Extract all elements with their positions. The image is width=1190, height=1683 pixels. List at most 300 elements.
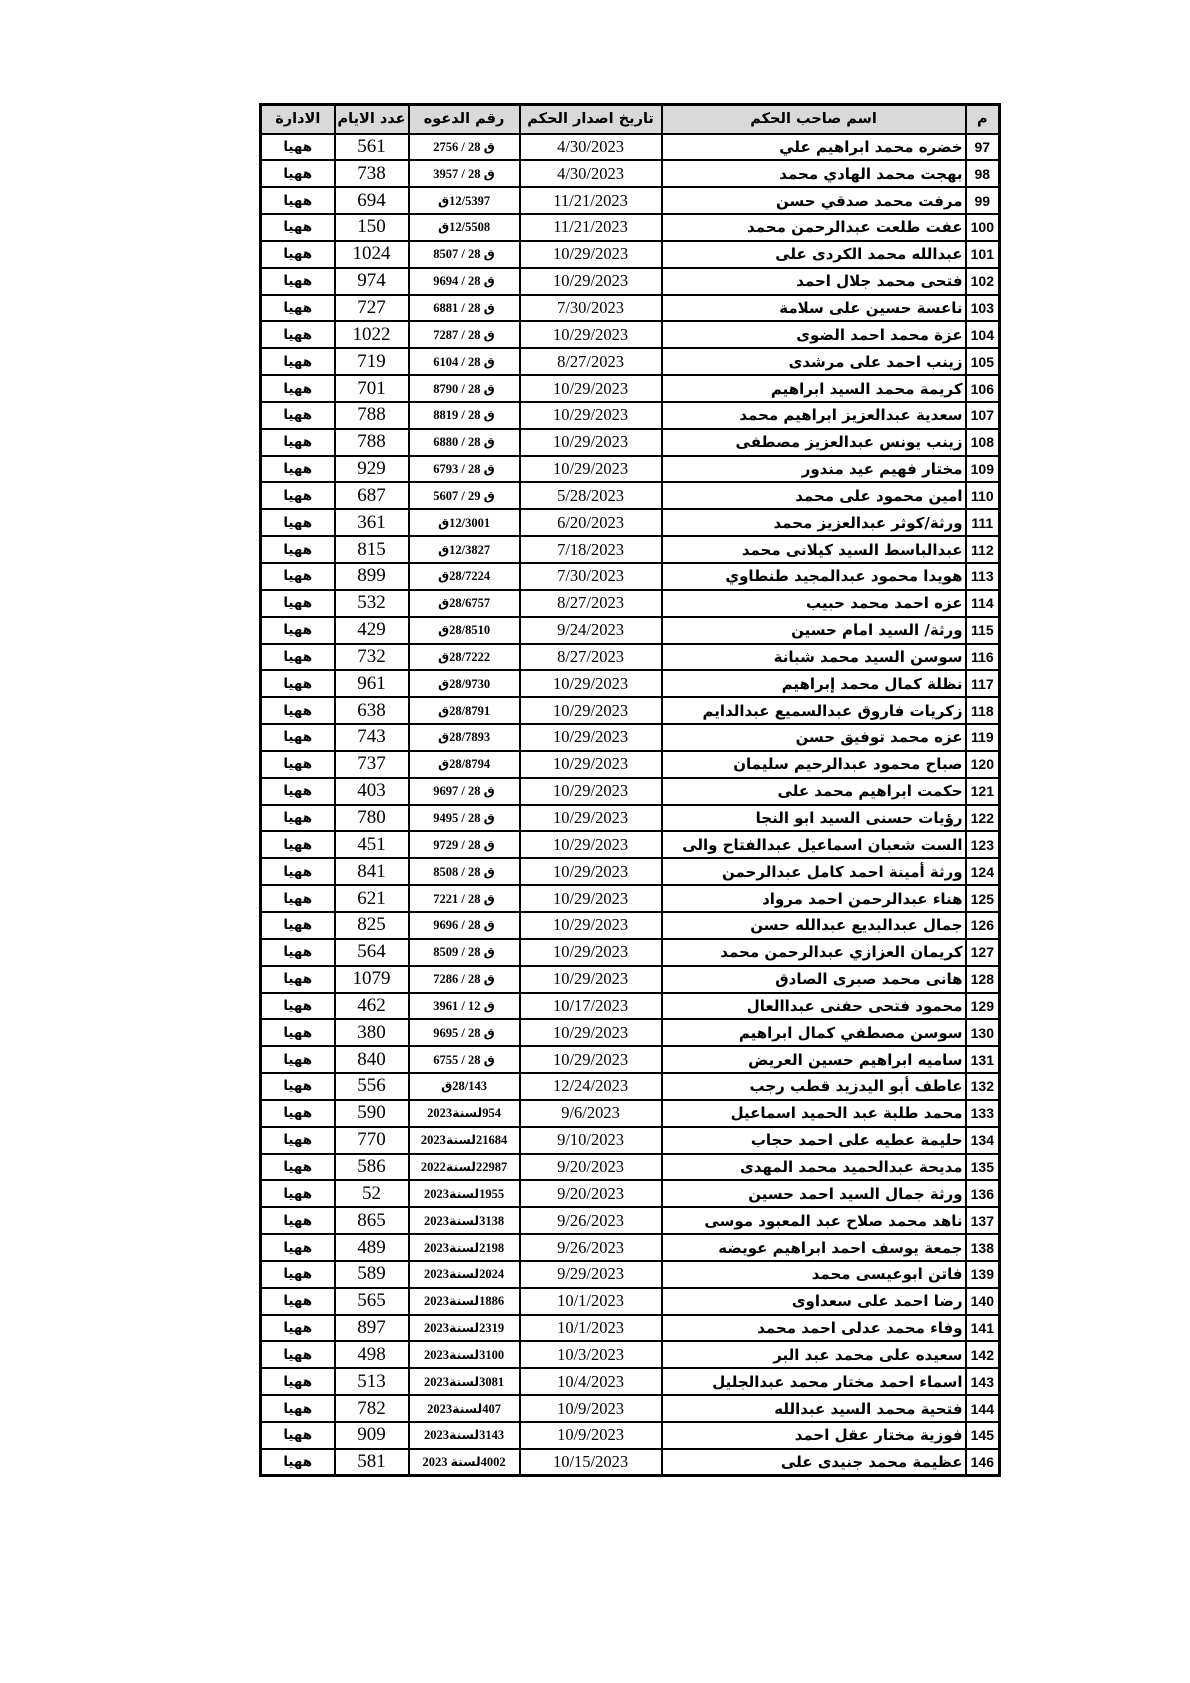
case-number-cell: 22987لسنة2022 — [409, 1154, 520, 1181]
judgment-owner-cell: زكريات فاروق عبدالسميع عبدالدايم — [662, 697, 966, 724]
days-count-cell: 564 — [335, 939, 409, 966]
row-number-cell: 109 — [966, 456, 1000, 483]
days-count-cell: 586 — [335, 1154, 409, 1181]
table-row — [261, 778, 1000, 805]
case-number-cell: 1955لسنة2023 — [409, 1180, 520, 1207]
administration-cell: ههيا — [261, 321, 335, 348]
case-number-cell: 28/143ق — [409, 1073, 520, 1100]
case-number-cell: ق 28 / 2756 — [409, 134, 520, 161]
days-count-cell: 532 — [335, 590, 409, 617]
table-row — [261, 268, 1000, 295]
judgment-owner-cell: فتحية محمد السيد عبدالله — [662, 1395, 966, 1422]
days-count-cell: 909 — [335, 1422, 409, 1449]
administration-cell: ههيا — [261, 670, 335, 697]
row-number-cell: 119 — [966, 724, 1000, 751]
days-count-cell: 737 — [335, 751, 409, 778]
judgment-owner-cell: هويدا محمود عبدالمجيد طنطاوي — [662, 563, 966, 590]
administration-cell: ههيا — [261, 831, 335, 858]
days-count-cell: 498 — [335, 1341, 409, 1368]
case-number-cell: 28/7893ق — [409, 724, 520, 751]
judgment-date-cell: 6/20/2023 — [520, 509, 662, 536]
judgment-owner-cell: مرفت محمد صدقي حسن — [662, 187, 966, 214]
judgment-date-cell: 10/29/2023 — [520, 268, 662, 295]
judgment-date-cell: 10/29/2023 — [520, 778, 662, 805]
case-number-cell: ق 28 / 9729 — [409, 831, 520, 858]
administration-cell: ههيا — [261, 509, 335, 536]
judgment-owner-cell: خضره محمد ابراهيم علي — [662, 134, 966, 161]
days-count-cell: 788 — [335, 402, 409, 429]
case-number-cell: 2024لسنة2023 — [409, 1261, 520, 1288]
administration-cell: ههيا — [261, 993, 335, 1020]
case-number-cell: 28/7222ق — [409, 644, 520, 671]
days-count-cell: 815 — [335, 536, 409, 563]
row-number-cell: 99 — [966, 187, 1000, 214]
judgment-date-cell: 10/29/2023 — [520, 805, 662, 832]
administration-cell: ههيا — [261, 805, 335, 832]
table-row — [261, 1422, 1000, 1449]
judgment-owner-cell: فاتن ابوعيسى محمد — [662, 1261, 966, 1288]
administration-cell: ههيا — [261, 751, 335, 778]
judgment-owner-cell: صباح محمود عبدالرحيم سليمان — [662, 751, 966, 778]
row-number-cell: 141 — [966, 1315, 1000, 1342]
row-number-cell: 107 — [966, 402, 1000, 429]
judgment-owner-cell: كريمان العزازي عبدالرحمن محمد — [662, 939, 966, 966]
judgment-date-cell: 10/4/2023 — [520, 1368, 662, 1395]
judgment-date-cell: 10/29/2023 — [520, 724, 662, 751]
table-row — [261, 1368, 1000, 1395]
administration-cell: ههيا — [261, 295, 335, 322]
table-row — [261, 912, 1000, 939]
days-count-cell: 899 — [335, 563, 409, 590]
judgment-owner-cell: اسماء احمد مختار محمد عبدالجليل — [662, 1368, 966, 1395]
days-count-cell: 840 — [335, 1046, 409, 1073]
table-row — [261, 858, 1000, 885]
case-number-cell: 3100لسنة2023 — [409, 1341, 520, 1368]
administration-cell: ههيا — [261, 402, 335, 429]
row-number-cell: 130 — [966, 1019, 1000, 1046]
table-row — [261, 644, 1000, 671]
table-row — [261, 402, 1000, 429]
administration-cell: ههيا — [261, 590, 335, 617]
row-number-cell: 140 — [966, 1288, 1000, 1315]
case-number-cell: 12/5508ق — [409, 214, 520, 241]
days-count-cell: 727 — [335, 295, 409, 322]
judgment-date-cell: 11/21/2023 — [520, 187, 662, 214]
judgment-date-cell: 10/29/2023 — [520, 858, 662, 885]
administration-cell: ههيا — [261, 214, 335, 241]
administration-cell: ههيا — [261, 912, 335, 939]
administration-cell: ههيا — [261, 375, 335, 402]
case-number-cell: 4002لسنة 2023 — [409, 1449, 520, 1476]
judgment-owner-cell: فوزية مختار عقل احمد — [662, 1422, 966, 1449]
case-number-cell: ق 28 / 6104 — [409, 348, 520, 375]
row-number-cell: 101 — [966, 241, 1000, 268]
days-count-cell: 701 — [335, 375, 409, 402]
row-number-cell: 144 — [966, 1395, 1000, 1422]
row-number-cell: 114 — [966, 590, 1000, 617]
table-row — [261, 134, 1000, 161]
days-count-cell: 694 — [335, 187, 409, 214]
administration-cell: ههيا — [261, 563, 335, 590]
table-row — [261, 563, 1000, 590]
table-row — [261, 1449, 1000, 1476]
judgment-owner-cell: سوسن مصطفي كمال ابراهيم — [662, 1019, 966, 1046]
judgment-date-cell: 9/6/2023 — [520, 1100, 662, 1127]
row-number-cell: 135 — [966, 1154, 1000, 1181]
judgment-owner-cell: مديحة عبدالحميد محمد المهدى — [662, 1154, 966, 1181]
administration-cell: ههيا — [261, 1019, 335, 1046]
table-row — [261, 348, 1000, 375]
judgment-owner-cell: حليمة عطيه على احمد حجاب — [662, 1127, 966, 1154]
row-number-cell: 122 — [966, 805, 1000, 832]
row-number-cell: 134 — [966, 1127, 1000, 1154]
judgment-date-cell: 8/27/2023 — [520, 348, 662, 375]
table-row — [261, 536, 1000, 563]
days-count-cell: 788 — [335, 429, 409, 456]
judgment-date-cell: 10/29/2023 — [520, 456, 662, 483]
judgment-date-cell: 10/1/2023 — [520, 1315, 662, 1342]
judgment-date-cell: 9/20/2023 — [520, 1154, 662, 1181]
table-row — [261, 429, 1000, 456]
case-number-cell: 2198لسنة2023 — [409, 1234, 520, 1261]
administration-cell: ههيا — [261, 1341, 335, 1368]
table-row — [261, 1395, 1000, 1422]
judgment-date-cell: 10/29/2023 — [520, 939, 662, 966]
row-number-cell: 133 — [966, 1100, 1000, 1127]
table-row — [261, 751, 1000, 778]
table-row — [261, 482, 1000, 509]
days-count-cell: 621 — [335, 885, 409, 912]
row-number-cell: 126 — [966, 912, 1000, 939]
judgment-owner-cell: سعدية عبدالعزيز ابراهيم محمد — [662, 402, 966, 429]
case-number-cell: ق 28 / 8507 — [409, 241, 520, 268]
judgment-owner-cell: ورثة أمينة احمد كامل عبدالرحمن — [662, 858, 966, 885]
administration-cell: ههيا — [261, 778, 335, 805]
administration-cell: ههيا — [261, 241, 335, 268]
judgment-date-cell: 4/30/2023 — [520, 134, 662, 161]
case-number-cell: 28/8791ق — [409, 697, 520, 724]
judgment-date-cell: 10/3/2023 — [520, 1341, 662, 1368]
administration-cell: ههيا — [261, 1368, 335, 1395]
administration-cell: ههيا — [261, 482, 335, 509]
case-number-cell: ق 28 / 6880 — [409, 429, 520, 456]
administration-cell: ههيا — [261, 134, 335, 161]
judgment-owner-cell: جمال عبدالبديع عبدالله حسن — [662, 912, 966, 939]
column-header-case: رقم الدعوه — [409, 105, 520, 134]
row-number-cell: 111 — [966, 509, 1000, 536]
days-count-cell: 403 — [335, 778, 409, 805]
row-number-cell: 120 — [966, 751, 1000, 778]
administration-cell: ههيا — [261, 160, 335, 187]
row-number-cell: 137 — [966, 1207, 1000, 1234]
case-number-cell: ق 28 / 8790 — [409, 375, 520, 402]
days-count-cell: 770 — [335, 1127, 409, 1154]
days-count-cell: 52 — [335, 1180, 409, 1207]
judgment-date-cell: 12/24/2023 — [520, 1073, 662, 1100]
judgment-owner-cell: ورثة/كوثر عبدالعزيز محمد — [662, 509, 966, 536]
table-row — [261, 1341, 1000, 1368]
judgment-date-cell: 10/29/2023 — [520, 1046, 662, 1073]
judgment-date-cell: 5/28/2023 — [520, 482, 662, 509]
days-count-cell: 380 — [335, 1019, 409, 1046]
table-row — [261, 1019, 1000, 1046]
judgment-date-cell: 10/29/2023 — [520, 375, 662, 402]
administration-cell: ههيا — [261, 1395, 335, 1422]
judgment-date-cell: 9/26/2023 — [520, 1234, 662, 1261]
case-number-cell: 3081لسنة2023 — [409, 1368, 520, 1395]
row-number-cell: 104 — [966, 321, 1000, 348]
administration-cell: ههيا — [261, 1073, 335, 1100]
row-number-cell: 106 — [966, 375, 1000, 402]
table-row — [261, 885, 1000, 912]
header-row — [261, 105, 1000, 134]
days-count-cell: 513 — [335, 1368, 409, 1395]
administration-cell: ههيا — [261, 268, 335, 295]
days-count-cell: 561 — [335, 134, 409, 161]
administration-cell: ههيا — [261, 1261, 335, 1288]
days-count-cell: 865 — [335, 1207, 409, 1234]
judgment-owner-cell: ناهد محمد صلاح عبد المعبود موسى — [662, 1207, 966, 1234]
judgment-date-cell: 10/15/2023 — [520, 1449, 662, 1476]
case-number-cell: 2319لسنة2023 — [409, 1315, 520, 1342]
table-row — [261, 456, 1000, 483]
row-number-cell: 132 — [966, 1073, 1000, 1100]
administration-cell: ههيا — [261, 1154, 335, 1181]
days-count-cell: 732 — [335, 644, 409, 671]
table-row — [261, 1315, 1000, 1342]
case-number-cell: 3143لسنة2023 — [409, 1422, 520, 1449]
row-number-cell: 97 — [966, 134, 1000, 161]
row-number-cell: 123 — [966, 831, 1000, 858]
days-count-cell: 782 — [335, 1395, 409, 1422]
column-header-name: اسم صاحب الحكم — [662, 105, 966, 134]
column-header-num: م — [966, 105, 1000, 134]
administration-cell: ههيا — [261, 1422, 335, 1449]
row-number-cell: 128 — [966, 966, 1000, 993]
case-number-cell: ق 28 / 6881 — [409, 295, 520, 322]
table-row — [261, 831, 1000, 858]
days-count-cell: 589 — [335, 1261, 409, 1288]
table-row — [261, 1100, 1000, 1127]
table-row — [261, 1261, 1000, 1288]
days-count-cell: 581 — [335, 1449, 409, 1476]
days-count-cell: 738 — [335, 160, 409, 187]
case-number-cell: 28/7224ق — [409, 563, 520, 590]
judgment-owner-cell: وفاء محمد عدلى احمد محمد — [662, 1315, 966, 1342]
row-number-cell: 108 — [966, 429, 1000, 456]
case-number-cell: 407لسنة2023 — [409, 1395, 520, 1422]
days-count-cell: 150 — [335, 214, 409, 241]
administration-cell: ههيا — [261, 536, 335, 563]
judgment-date-cell: 10/29/2023 — [520, 912, 662, 939]
case-number-cell: ق 28 / 6793 — [409, 456, 520, 483]
case-number-cell: 12/3827ق — [409, 536, 520, 563]
days-count-cell: 974 — [335, 268, 409, 295]
row-number-cell: 121 — [966, 778, 1000, 805]
administration-cell: ههيا — [261, 1234, 335, 1261]
case-number-cell: ق 12 / 3961 — [409, 993, 520, 1020]
case-number-cell: 28/8510ق — [409, 617, 520, 644]
judgment-owner-cell: فتحى محمد جلال احمد — [662, 268, 966, 295]
judgment-owner-cell: عظيمة محمد جنيدى على — [662, 1449, 966, 1476]
judgment-date-cell: 10/29/2023 — [520, 885, 662, 912]
case-number-cell: 28/6757ق — [409, 590, 520, 617]
judgment-owner-cell: سوسن السيد محمد شبانة — [662, 644, 966, 671]
judgment-owner-cell: عزة محمد احمد الضوى — [662, 321, 966, 348]
administration-cell: ههيا — [261, 939, 335, 966]
judgment-owner-cell: الست شعبان اسماعيل عبدالفتاح والى — [662, 831, 966, 858]
judgment-owner-cell: عزه احمد محمد حبيب — [662, 590, 966, 617]
judgment-date-cell: 10/9/2023 — [520, 1395, 662, 1422]
table-row — [261, 993, 1000, 1020]
days-count-cell: 687 — [335, 482, 409, 509]
judgment-date-cell: 11/21/2023 — [520, 214, 662, 241]
judgment-owner-cell: كريمة محمد السيد ابراهيم — [662, 375, 966, 402]
case-number-cell: 21684لسنة2023 — [409, 1127, 520, 1154]
row-number-cell: 142 — [966, 1341, 1000, 1368]
judgment-date-cell: 7/18/2023 — [520, 536, 662, 563]
administration-cell: ههيا — [261, 724, 335, 751]
row-number-cell: 143 — [966, 1368, 1000, 1395]
case-number-cell: ق 28 / 9694 — [409, 268, 520, 295]
row-number-cell: 117 — [966, 670, 1000, 697]
judgment-date-cell: 9/10/2023 — [520, 1127, 662, 1154]
table-row — [261, 590, 1000, 617]
judgment-date-cell: 9/29/2023 — [520, 1261, 662, 1288]
judgment-owner-cell: بهجت محمد الهادي محمد — [662, 160, 966, 187]
days-count-cell: 897 — [335, 1315, 409, 1342]
days-count-cell: 361 — [335, 509, 409, 536]
judgment-date-cell: 7/30/2023 — [520, 295, 662, 322]
case-number-cell: ق 29 / 5607 — [409, 482, 520, 509]
administration-cell: ههيا — [261, 1127, 335, 1154]
table-row — [261, 1288, 1000, 1315]
days-count-cell: 565 — [335, 1288, 409, 1315]
judgment-date-cell: 9/24/2023 — [520, 617, 662, 644]
days-count-cell: 429 — [335, 617, 409, 644]
table-row — [261, 1073, 1000, 1100]
table-row — [261, 241, 1000, 268]
case-number-cell: ق 28 / 8509 — [409, 939, 520, 966]
judgment-owner-cell: محمود فتحى حفنى عبداالعال — [662, 993, 966, 1020]
case-number-cell: 3138لسنة2023 — [409, 1207, 520, 1234]
table-row — [261, 697, 1000, 724]
judgment-date-cell: 8/27/2023 — [520, 590, 662, 617]
judgment-date-cell: 8/27/2023 — [520, 644, 662, 671]
judgment-date-cell: 10/29/2023 — [520, 670, 662, 697]
days-count-cell: 743 — [335, 724, 409, 751]
case-number-cell: ق 28 / 9697 — [409, 778, 520, 805]
administration-cell: ههيا — [261, 1207, 335, 1234]
row-number-cell: 105 — [966, 348, 1000, 375]
administration-cell: ههيا — [261, 644, 335, 671]
case-number-cell: ق 28 / 3957 — [409, 160, 520, 187]
administration-cell: ههيا — [261, 697, 335, 724]
judgment-date-cell: 7/30/2023 — [520, 563, 662, 590]
administration-cell: ههيا — [261, 456, 335, 483]
row-number-cell: 113 — [966, 563, 1000, 590]
days-count-cell: 719 — [335, 348, 409, 375]
table-row — [261, 295, 1000, 322]
table-row — [261, 1046, 1000, 1073]
row-number-cell: 124 — [966, 858, 1000, 885]
judgment-date-cell: 10/29/2023 — [520, 402, 662, 429]
administration-cell: ههيا — [261, 617, 335, 644]
judgment-owner-cell: حكمت ابراهيم محمد على — [662, 778, 966, 805]
case-number-cell: ق 28 / 8819 — [409, 402, 520, 429]
row-number-cell: 115 — [966, 617, 1000, 644]
case-number-cell: ق 28 / 6755 — [409, 1046, 520, 1073]
administration-cell: ههيا — [261, 429, 335, 456]
administration-cell: ههيا — [261, 187, 335, 214]
table-row — [261, 509, 1000, 536]
administration-cell: ههيا — [261, 885, 335, 912]
row-number-cell: 131 — [966, 1046, 1000, 1073]
administration-cell: ههيا — [261, 348, 335, 375]
judgment-owner-cell: رؤيات حسنى السيد ابو النجا — [662, 805, 966, 832]
table-body — [261, 134, 1000, 1476]
days-count-cell: 780 — [335, 805, 409, 832]
administration-cell: ههيا — [261, 1046, 335, 1073]
days-count-cell: 590 — [335, 1100, 409, 1127]
table-row — [261, 1180, 1000, 1207]
column-header-admin: الادارة — [261, 105, 335, 134]
days-count-cell: 929 — [335, 456, 409, 483]
judgment-owner-cell: عبدالله محمد الكردى على — [662, 241, 966, 268]
judgment-owner-cell: عزه محمد توفيق حسن — [662, 724, 966, 751]
judgments-table — [259, 103, 1001, 1477]
judgment-owner-cell: ساميه ابراهيم حسين العريض — [662, 1046, 966, 1073]
administration-cell: ههيا — [261, 1449, 335, 1476]
table-row — [261, 375, 1000, 402]
judgment-owner-cell: محمد طلبة عبد الحميد اسماعيل — [662, 1100, 966, 1127]
column-header-days: عدد الايام — [335, 105, 409, 134]
row-number-cell: 129 — [966, 993, 1000, 1020]
days-count-cell: 1022 — [335, 321, 409, 348]
judgment-date-cell: 4/30/2023 — [520, 160, 662, 187]
judgment-owner-cell: زينب احمد على مرشدى — [662, 348, 966, 375]
days-count-cell: 556 — [335, 1073, 409, 1100]
row-number-cell: 100 — [966, 214, 1000, 241]
case-number-cell: ق 28 / 9495 — [409, 805, 520, 832]
judgment-date-cell: 10/1/2023 — [520, 1288, 662, 1315]
judgment-owner-cell: امين محمود على محمد — [662, 482, 966, 509]
judgment-owner-cell: هانى محمد صبرى الصادق — [662, 966, 966, 993]
judgment-date-cell: 10/29/2023 — [520, 751, 662, 778]
judgment-owner-cell: رضا احمد على سعداوى — [662, 1288, 966, 1315]
judgment-date-cell: 9/20/2023 — [520, 1180, 662, 1207]
judgment-owner-cell: نظلة كمال محمد إبراهيم — [662, 670, 966, 697]
judgment-owner-cell: عبدالباسط السيد كيلانى محمد — [662, 536, 966, 563]
case-number-cell: ق 28 / 7287 — [409, 321, 520, 348]
judgment-owner-cell: هناء عبدالرحمن احمد مرواد — [662, 885, 966, 912]
judgment-owner-cell: سعيده على محمد عبد البر — [662, 1341, 966, 1368]
case-number-cell: ق 28 / 9696 — [409, 912, 520, 939]
case-number-cell: 28/9730ق — [409, 670, 520, 697]
row-number-cell: 112 — [966, 536, 1000, 563]
case-number-cell: 12/3001ق — [409, 509, 520, 536]
judgment-date-cell: 10/29/2023 — [520, 697, 662, 724]
judgment-owner-cell: ورثة جمال السيد احمد حسين — [662, 1180, 966, 1207]
days-count-cell: 1079 — [335, 966, 409, 993]
judgment-owner-cell: عفت طلعت عبدالرحمن محمد — [662, 214, 966, 241]
table-row — [261, 617, 1000, 644]
case-number-cell: ق 28 / 7221 — [409, 885, 520, 912]
row-number-cell: 138 — [966, 1234, 1000, 1261]
judgment-owner-cell: مختار فهيم عيد مندور — [662, 456, 966, 483]
row-number-cell: 102 — [966, 268, 1000, 295]
table-row — [261, 214, 1000, 241]
